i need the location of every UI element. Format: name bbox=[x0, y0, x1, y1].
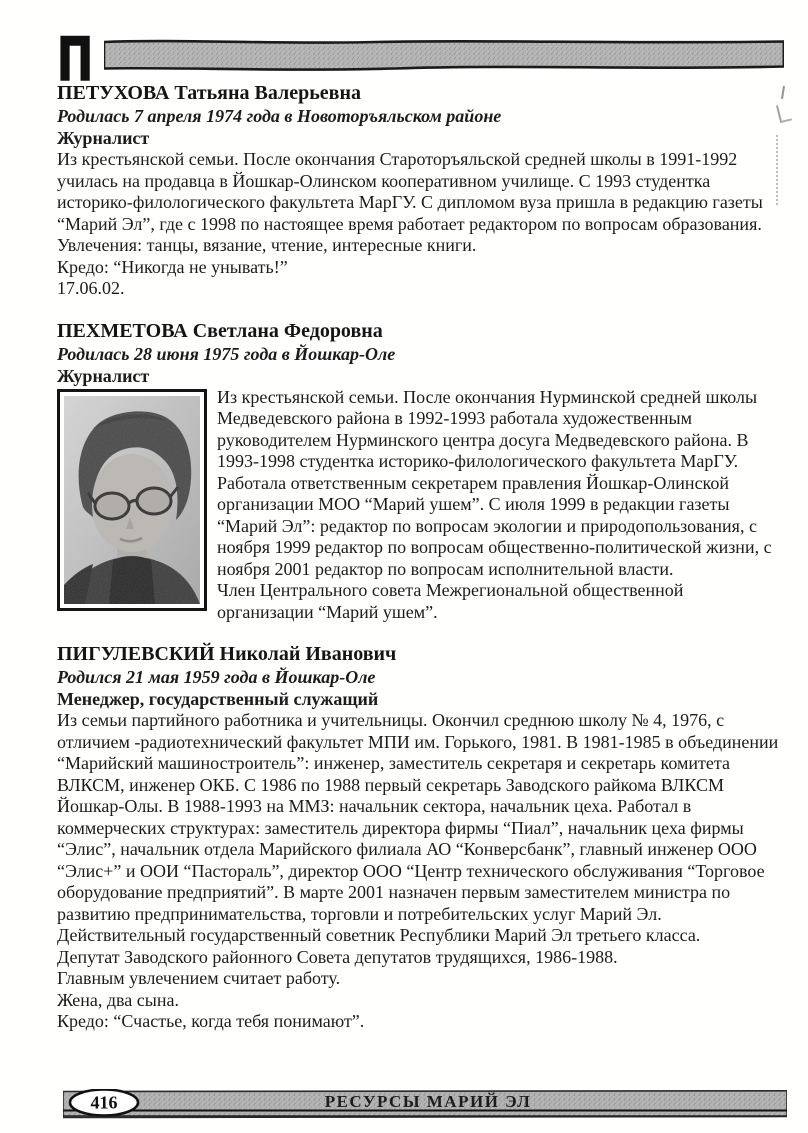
biography-entry-pigulevsky bbox=[57, 642, 784, 1033]
portrait-photo bbox=[57, 389, 207, 611]
entry-paragraph: Из крестьянской семьи. После окончания Нурминской средней школы Медведевского района в 1992-1993 работала художественным руководителем Нурминского центра досуга Медведевского района. В 1993-1998 студентка историко-филологического факультета МарГУ. Работала ответственным секретарем правления Йошкар-Олинской организации МОО “Марий ушем”. С июля 1999 в редакции газеты “Марий Эл”: редактор по вопросам экологии и природопользования, с ноября 1999 редактор по вопросам общественно-политической жизни, с ноября 2001 редактор по вопросам исполнительной власти. bbox=[217, 386, 772, 579]
entry-birth-line: Родилась 7 апреля 1974 года в Новоторъяльском районе bbox=[57, 106, 502, 126]
entry-paragraph: Действительный государственный советник Республики Марий Эл третьего класса. bbox=[57, 925, 701, 945]
section-letter: П bbox=[57, 25, 94, 95]
running-title: РЕСУРСЫ МАРИЙ ЭЛ bbox=[324, 1092, 532, 1111]
entry-paragraph: Депутат Заводского районного Совета депутатов трудящихся, 1986-1988. bbox=[57, 946, 618, 967]
entry-profession: Журналист bbox=[57, 128, 150, 148]
entry-birth-line: Родилась 28 июня 1975 года в Йошкар-Оле bbox=[57, 343, 396, 364]
entry-paragraph: Член Центрального совета Межрегиональной общественной организации “Марий ушем”. bbox=[217, 580, 684, 622]
entry-profession: Журналист bbox=[57, 365, 150, 386]
entry-body bbox=[57, 387, 784, 624]
biography-entry-pekhmetova bbox=[57, 319, 784, 624]
header-band-texture bbox=[104, 38, 784, 72]
entry-paragraph: Кредо: “Счастье, когда тебя понимают”. bbox=[57, 1011, 365, 1031]
entry-paragraph: Кредо: “Никогда не унывать!” bbox=[57, 256, 288, 277]
entry-paragraph: Увлечения: танцы, вязание, чтение, интересные книги. bbox=[57, 235, 477, 255]
entry-birth-line: Родился 21 мая 1959 года в Йошкар-Оле bbox=[57, 667, 376, 687]
entry-body bbox=[57, 710, 784, 1033]
entry-name: ПИГУЛЕВСКИЙ Николай Иванович bbox=[57, 643, 397, 665]
entry-paragraph: 17.06.02. bbox=[57, 278, 125, 298]
entry-paragraph: Из семьи партийного работника и учительницы. Окончил среднюю школу № 4, 1976, с отличием -радиотехнический факультет МПИ им. Горького, 1981. В 1981-1985 в объединении “Марийский машиностроитель”: инженер, заместитель секретаря и секретарь комитета ВЛКСМ, инженер ОКБ. С 1986 по 1988 первый секретарь Заводского райкома ВЛКСМ Йошкар-Олы. В 1988-1993 на ММЗ: начальник сектора, начальник цеха. Работал в коммерческих структурах: заместитель директора фирмы “Пиал”, начальник цеха фирмы “Элис”, начальник отдела Марийского филиала АО “Конверсбанк”, главный инженер ООО “Элис+” и ООИ “Пастораль”, директор ООО “Центр технического обслуживания “Торговое оборудование предприятий”. В марте 2001 назначен первым заместителем министра по развитию предпринимательства, торговли и потребительских услуг Марий Эл. bbox=[57, 710, 779, 924]
entry-paragraph: Из крестьянской семьи. После окончания Староторъяльской средней школы в 1991-1992 училась на продавца в Йошкар-Олинском кооперативном училище. С 1993 студентка историко-филологического факультета МарГУ. С дипломом вуза пришла в редакцию газеты “Марий Эл”, где с 1998 по настоящее время работает редактором по вопросам образования. bbox=[57, 149, 763, 234]
page-number: 416 bbox=[90, 1092, 118, 1113]
entry-paragraph: Главным увлечением считает работу. bbox=[57, 968, 341, 988]
page-footer bbox=[63, 1089, 787, 1119]
entry-profession: Менеджер, государственный служащий bbox=[57, 689, 379, 709]
entry-name: ПЕТУХОВА Татьяна Валерьевна bbox=[57, 82, 362, 104]
entry-body bbox=[57, 149, 784, 300]
biography-entry-petukhova bbox=[57, 81, 784, 300]
entry-paragraph: Жена, два сына. bbox=[57, 989, 179, 1010]
entry-name: ПЕХМЕТОВА Светлана Федоровна bbox=[57, 319, 383, 342]
